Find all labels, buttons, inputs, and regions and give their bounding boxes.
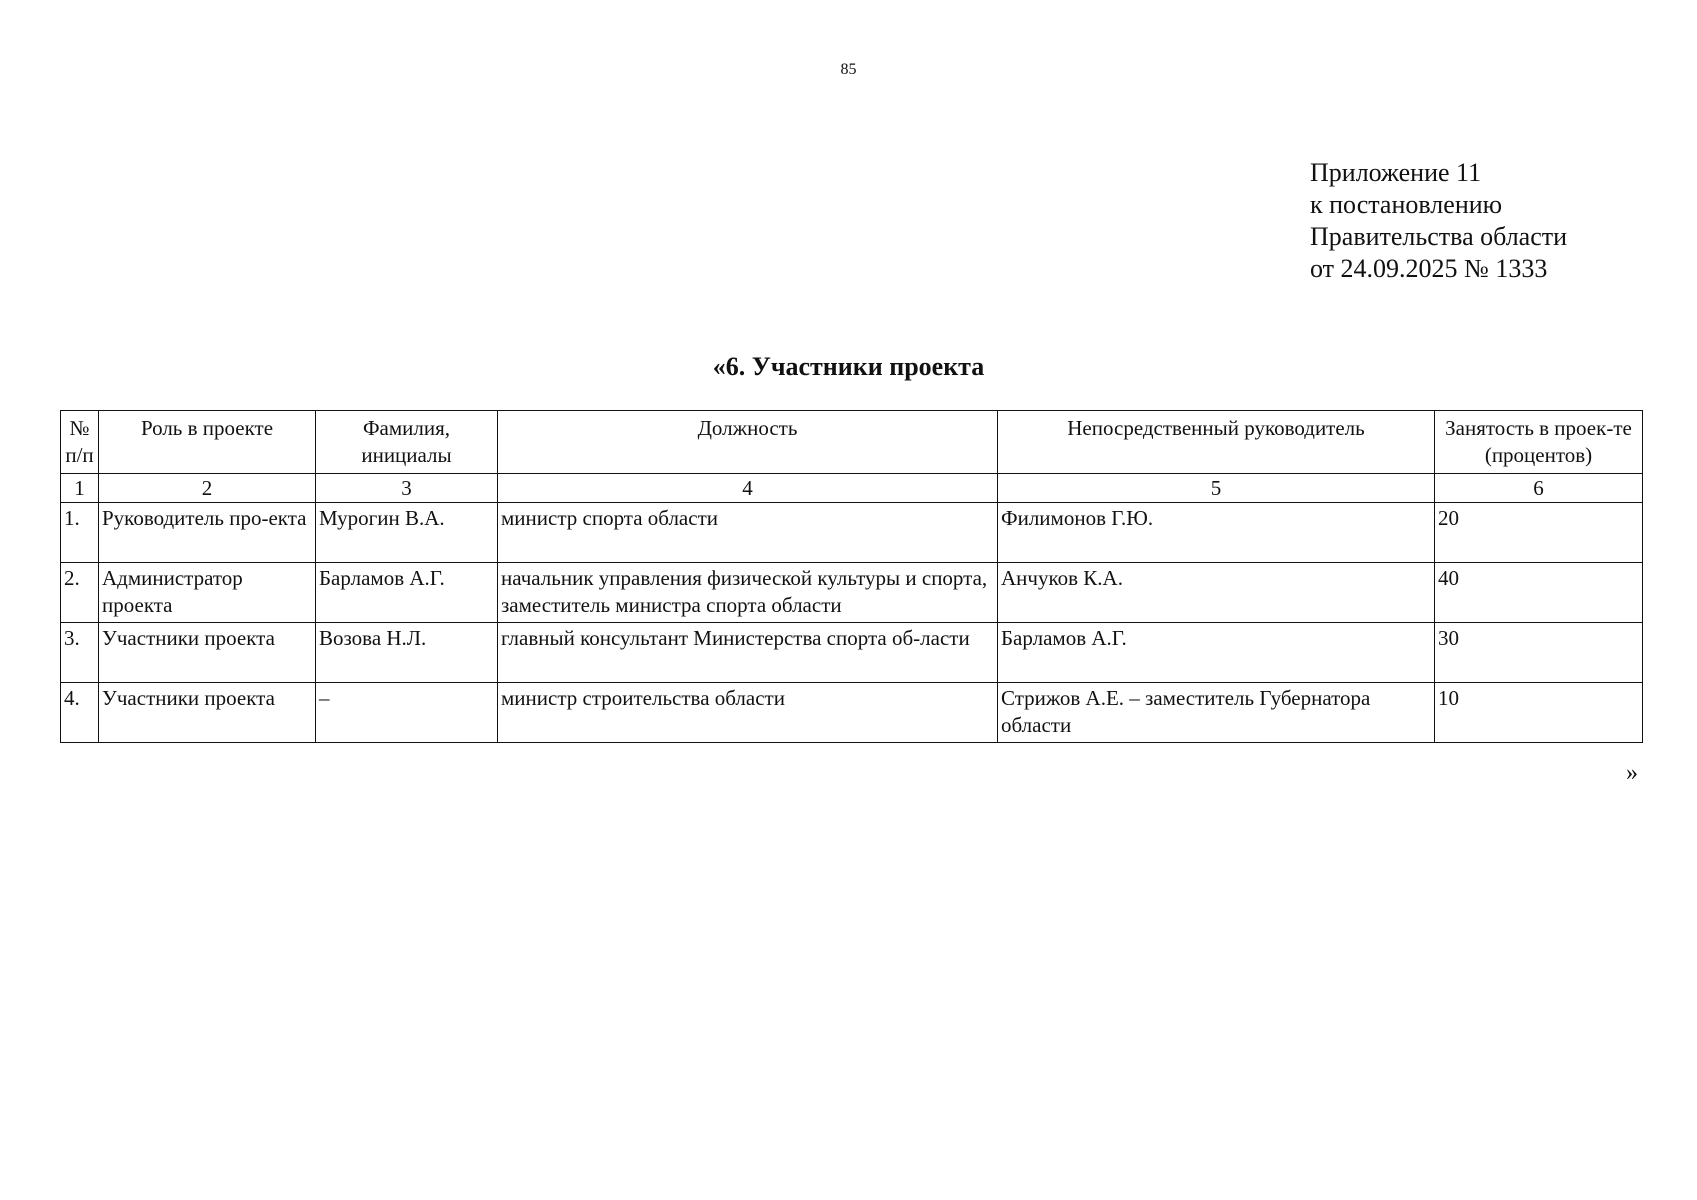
cell-role: Руководитель про-екта <box>99 503 316 563</box>
cell-employment: 10 <box>1435 683 1643 743</box>
cell-position: начальник управления физической культуры и спорта, заместитель министра спорта области <box>498 563 998 623</box>
cell-name: – <box>316 683 498 743</box>
column-header-role: Роль в проекте <box>99 411 316 474</box>
cell-manager: Филимонов Г.Ю. <box>998 503 1435 563</box>
table-row <box>61 683 1643 743</box>
column-number: 4 <box>498 474 998 503</box>
column-number: 2 <box>99 474 316 503</box>
cell-employment: 20 <box>1435 503 1643 563</box>
column-number: 6 <box>1435 474 1643 503</box>
cell-position: главный консультант Министерства спорта об-ласти <box>498 623 998 683</box>
appendix-line: к постановлению <box>1310 190 1503 219</box>
table-row <box>61 563 1643 623</box>
table-header-row <box>61 411 1643 474</box>
cell-manager: Барламов А.Г. <box>998 623 1435 683</box>
cell-name: Мурогин В.А. <box>316 503 498 563</box>
column-header-name: Фамилия, инициалы <box>316 411 498 474</box>
appendix-block <box>1310 157 1567 285</box>
column-header-manager: Непосредственный руководитель <box>998 411 1435 474</box>
cell-number: 2. <box>61 563 99 623</box>
appendix-line: от 24.09.2025 № 1333 <box>1310 254 1548 283</box>
closing-quote: » <box>1626 760 1638 786</box>
column-header-position: Должность <box>498 411 998 474</box>
page-number: 85 <box>840 61 857 78</box>
table-row <box>61 623 1643 683</box>
cell-position: министр спорта области <box>498 503 998 563</box>
appendix-line: Правительства области <box>1310 222 1568 251</box>
cell-number: 1. <box>61 503 99 563</box>
column-number: 3 <box>316 474 498 503</box>
cell-role: Администратор проекта <box>99 563 316 623</box>
table-row <box>61 503 1643 563</box>
cell-position: министр строительства области <box>498 683 998 743</box>
column-number: 1 <box>61 474 99 503</box>
column-number-row <box>61 474 1643 503</box>
cell-manager: Стрижов А.Е. – заместитель Губернатора области <box>998 683 1435 743</box>
column-number: 5 <box>998 474 1435 503</box>
cell-name: Барламов А.Г. <box>316 563 498 623</box>
cell-manager: Анчуков К.А. <box>998 563 1435 623</box>
cell-employment: 30 <box>1435 623 1643 683</box>
section-title: «6. Участники проекта <box>712 352 985 381</box>
cell-role: Участники проекта <box>99 683 316 743</box>
cell-employment: 40 <box>1435 563 1643 623</box>
column-header-employment: Занятость в проек-те (процентов) <box>1435 411 1643 474</box>
column-header-number: № п/п <box>61 411 99 474</box>
cell-number: 3. <box>61 623 99 683</box>
cell-role: Участники проекта <box>99 623 316 683</box>
appendix-line: Приложение 11 <box>1310 158 1482 187</box>
participants-table <box>60 410 1643 743</box>
cell-number: 4. <box>61 683 99 743</box>
cell-name: Возова Н.Л. <box>316 623 498 683</box>
